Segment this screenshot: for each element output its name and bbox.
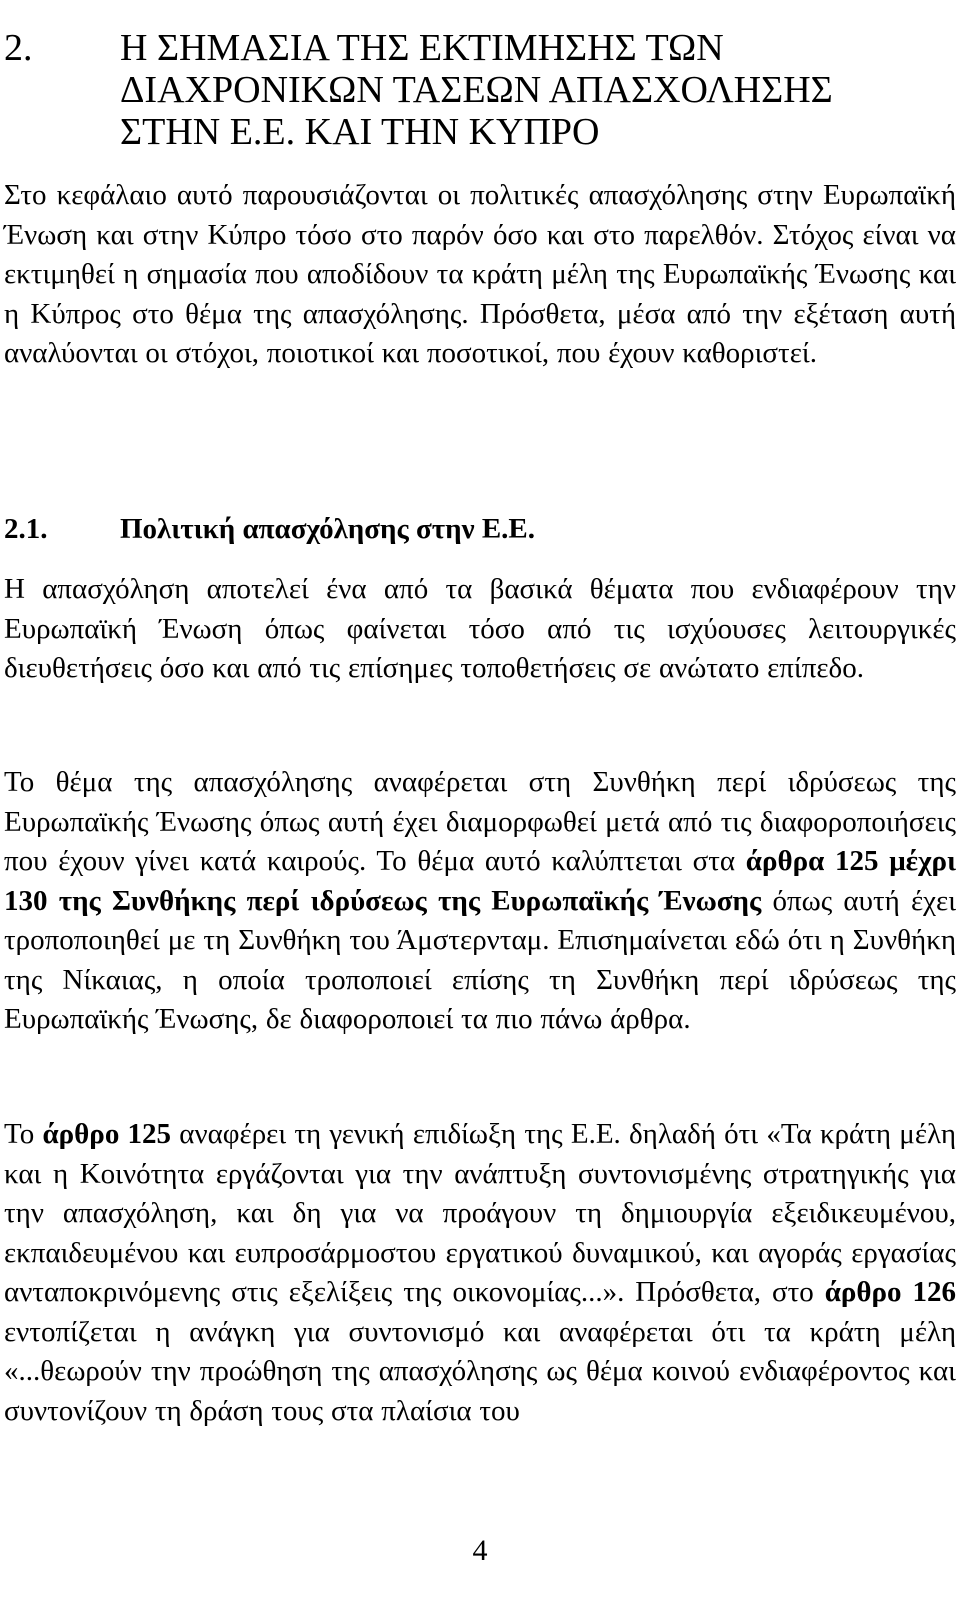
paragraph4-text-1: Το: [4, 1118, 43, 1150]
paragraph-treaty-articles: [4, 763, 956, 1040]
paragraph3-text-2: όπως αυτή έχει τροποποιηθεί με τη Συνθήκη του Άμστερνταμ. Επισημαίνεται εδώ ότι η Συνθήκη της Νίκαιας, η οποία τροποποιεί επίσης τη Συνθήκη περί ιδρύσεως της Ευρωπαϊκής Ένωσης, δε διαφοροποιεί τα πιο πάνω άρθρα.: [4, 884, 957, 1035]
section-number: 2.1.: [4, 513, 48, 546]
chapter-title: Η ΣΗΜΑΣΙΑ ΤΗΣ ΕΚΤΙΜΗΣΗΣ ΤΩΝ ΔΙΑΧΡΟΝΙΚΩΝ ΤΑΣΕΩΝ ΑΠΑΣΧΟΛΗΣΗΣ ΣΤΗΝ Ε.Ε. ΚΑΙ ΤΗΝ ΚΥΠΡΟ: [120, 27, 833, 154]
paragraph3-bold-articles: άρθρα 125 μέχρι 130 της Συνθήκης περί ιδρύσεως της Ευρωπαϊκής Ένωσης: [4, 845, 956, 917]
page-number: 4: [472, 1534, 488, 1567]
paragraph-article-125: [4, 1115, 956, 1431]
paragraph4-text-3: εντοπίζεται η ανάγκη για συντονισμό και αναφέρεται ότι τα κράτη μέλη «...θεωρούν την προώθηση της απασχόλησης ως θέμα κοινού ενδιαφέροντος και συντονίζουν τη δράση τους στα πλαίσια του: [4, 1315, 956, 1427]
intro-paragraph: Στο κεφάλαιο αυτό παρουσιάζονται οι πολιτικές απασχόλησης στην Ευρωπαϊκή Ένωση και στην Κύπρο τόσο στο παρόν όσο και στο παρελθόν. Στόχος είναι να εκτιμηθεί η σημασία που αποδίδουν τα κράτη μέλη της Ευρωπαϊκής Ένωσης και η Κύπρος στο θέμα της απασχόλησης. Πρόσθετα, μέσα από την εξέταση αυτή αναλύονται οι στόχοι, ποιοτικοί και ποσοτικοί, που έχουν καθοριστεί.: [4, 179, 956, 369]
section-title: Πολιτική απασχόλησης στην Ε.Ε.: [120, 513, 536, 546]
paragraph4-bold-article-125: άρθρο 125: [42, 1118, 172, 1150]
paragraph3-text-1: Το θέμα της απασχόλησης αναφέρεται στη Συνθήκη περί ιδρύσεως της Ευρωπαϊκής Ένωσης όπως αυτή έχει διαμορφωθεί μετά από τις διαφοροποιήσεις που έχουν γίνει κατά καιρούς. Το θέμα αυτό καλύπτεται στα: [4, 766, 956, 877]
paragraph-employment-importance: Η απασχόληση αποτελεί ένα από τα βασικά θέματα που ενδιαφέρουν την Ευρωπαϊκή Ένωση όπως φαίνεται τόσο από τις ισχύουσες λειτουργικές διευθετήσεις όσο και από τις επίσημες τοποθετήσεις σε ανώτατο επίπεδο.: [4, 573, 956, 684]
chapter-number: 2.: [4, 27, 33, 70]
paragraph4-text-2: αναφέρει τη γενική επιδίωξη της Ε.Ε. δηλαδή ότι «Τα κράτη μέλη και η Κοινότητα εργάζονται για την ανάπτυξη συντονισμένης στρατηγικής για την απασχόληση, και δη για να προάγουν τη δημιουργία εξειδικευμένου, εκπαιδευμένου και ευπροσάρμοστου εργατικού δυναμικού, και αγοράς εργασίας ανταποκρινόμενης στις εξελίξεις της οικονομίας...». Πρόσθετα, στο: [4, 1118, 956, 1308]
paragraph4-bold-article-126: άρθρο 126: [824, 1276, 956, 1308]
